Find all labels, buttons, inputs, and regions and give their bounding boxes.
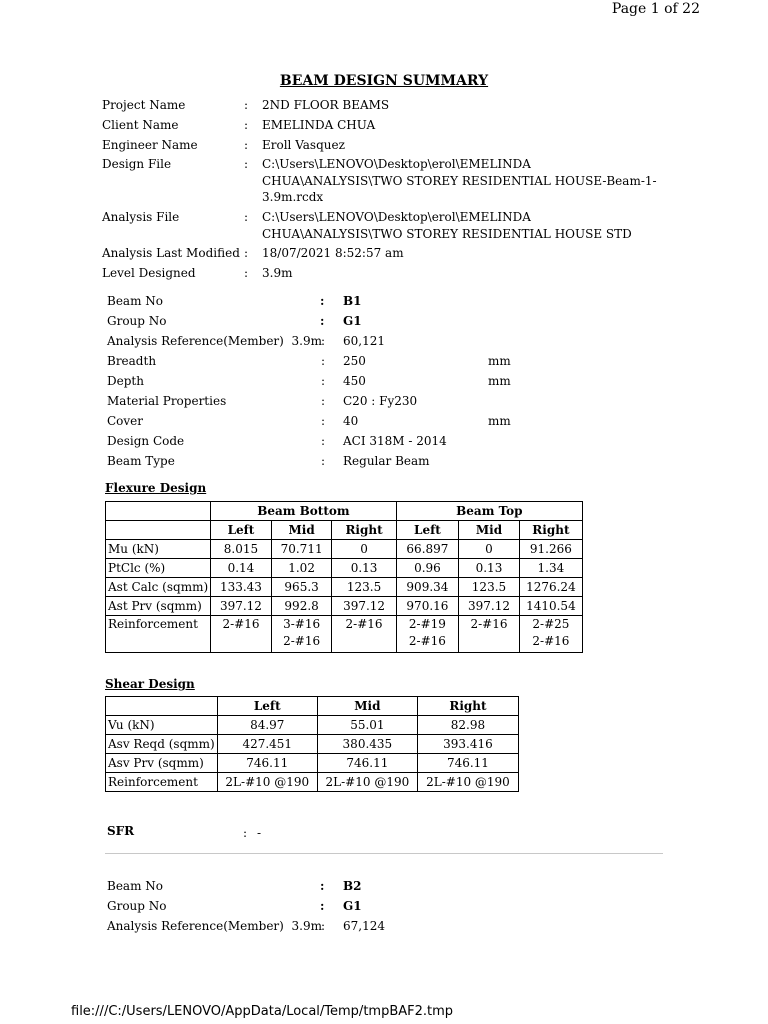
rebar-line: 2-#16 xyxy=(222,617,260,631)
table-cell: 66.897 xyxy=(396,540,458,559)
group-no-label: Group No xyxy=(107,899,167,913)
table-cell: 427.451 xyxy=(217,735,317,754)
beam-no-value: B2 xyxy=(343,879,362,893)
analysis-ref-label xyxy=(107,916,322,936)
beam-no-label: Beam No xyxy=(107,879,163,893)
colon: : xyxy=(321,334,326,348)
engineer-name-value: Eroll Vasquez xyxy=(262,137,345,152)
rebar-line: 2-#16 xyxy=(470,617,508,631)
table-cell: 84.97 xyxy=(217,716,317,735)
table-cell xyxy=(211,616,272,653)
analysis-ref-label xyxy=(107,331,322,351)
sub-header: Left xyxy=(211,521,272,540)
title-text: BEAM DESIGN SUMMARY xyxy=(279,73,489,89)
table-cell: 123.5 xyxy=(332,578,396,597)
table-cell xyxy=(332,616,396,653)
beam-no-value: B1 xyxy=(343,294,362,308)
table-cell: 397.12 xyxy=(459,597,520,616)
table-cell: 393.416 xyxy=(417,735,518,754)
table-cell: 397.12 xyxy=(211,597,272,616)
table-cell: 1410.54 xyxy=(519,597,582,616)
table-cell: 992.8 xyxy=(271,597,332,616)
project-name-row xyxy=(102,97,662,114)
analysis-ref-level: 3.9m xyxy=(291,919,322,933)
table-cell: 1276.24 xyxy=(519,578,582,597)
colon: : xyxy=(244,137,249,152)
row-label: Mu (kN) xyxy=(106,540,211,559)
document-title xyxy=(0,73,768,89)
rebar-line: 2-#16 xyxy=(345,617,383,631)
table-cell: 746.11 xyxy=(317,754,417,773)
table-cell: 1.02 xyxy=(271,559,332,578)
group-no-row xyxy=(107,896,667,916)
cover-row xyxy=(107,411,667,431)
table-row xyxy=(106,754,519,773)
table-cell: 970.16 xyxy=(396,597,458,616)
analysis-ref-row xyxy=(107,331,667,351)
row-label: Asv Reqd (sqmm) xyxy=(106,735,218,754)
colon: : xyxy=(244,266,249,281)
row-label: Reinforcement xyxy=(106,616,211,653)
table-row xyxy=(106,735,519,754)
analysis-file-label: Analysis File xyxy=(102,210,180,225)
shear-design-table xyxy=(105,696,519,792)
beam-b1-properties xyxy=(107,291,667,471)
analysis-modified-label: Analysis Last Modified xyxy=(102,246,240,261)
depth-value: 450 xyxy=(343,374,366,388)
table-cell: 965.3 xyxy=(271,578,332,597)
analysis-ref-value: 60,121 xyxy=(343,334,385,348)
analysis-modified-row xyxy=(102,245,662,262)
table-cell: 0 xyxy=(332,540,396,559)
empty-header-cell xyxy=(106,521,211,540)
row-label: Vu (kN) xyxy=(106,716,218,735)
table-row xyxy=(106,540,583,559)
table-cell: 2L-#10 @190 xyxy=(417,773,518,792)
sub-header: Mid xyxy=(459,521,520,540)
page-number: Page 1 of 22 xyxy=(611,1,700,17)
cover-label: Cover xyxy=(107,414,144,428)
table-cell: 909.34 xyxy=(396,578,458,597)
design-file-label: Design File xyxy=(102,157,172,172)
shear-header: Mid xyxy=(317,697,417,716)
material-row xyxy=(107,391,667,411)
depth-label: Depth xyxy=(107,374,144,388)
beam-bottom-header: Beam Bottom xyxy=(211,502,397,521)
empty-header-cell xyxy=(106,502,211,521)
analysis-file-line: C:\Users\LENOVO\Desktop\erol\EMELINDA xyxy=(262,210,531,225)
analysis-file-line: CHUA\ANALYSIS\TWO STOREY RESIDENTIAL HOUSE STD xyxy=(262,226,632,241)
table-cell: 70.711 xyxy=(271,540,332,559)
sub-header: Mid xyxy=(271,521,332,540)
table-cell: 746.11 xyxy=(217,754,317,773)
depth-unit: mm xyxy=(488,374,511,388)
group-no-value: G1 xyxy=(343,899,362,913)
breadth-value: 250 xyxy=(343,354,366,368)
colon: : xyxy=(321,394,326,408)
beam-no-label: Beam No xyxy=(107,294,163,308)
beam-type-label: Beam Type xyxy=(107,454,175,468)
colon: : xyxy=(244,210,249,225)
analysis-ref-label-text: Analysis Reference(Member) xyxy=(107,334,284,348)
file-path-footer: file:///C:/Users/LENOVO/AppData/Local/Temp/tmpBAF2.tmp xyxy=(71,1004,454,1019)
colon: : xyxy=(320,879,325,893)
flexure-design-table xyxy=(105,501,583,653)
flexure-sub-header-row xyxy=(106,521,583,540)
rebar-line: 2-#16 xyxy=(532,634,570,648)
sfr-label: SFR xyxy=(107,824,135,838)
beam-no-row xyxy=(107,876,667,896)
cover-value: 40 xyxy=(343,414,359,428)
client-name-label: Client Name xyxy=(102,117,179,132)
beam-type-row xyxy=(107,451,667,471)
table-cell xyxy=(396,616,458,653)
table-cell: 133.43 xyxy=(211,578,272,597)
table-row xyxy=(106,773,519,792)
design-code-label: Design Code xyxy=(107,434,185,448)
analysis-ref-value: 67,124 xyxy=(343,919,385,933)
depth-row xyxy=(107,371,667,391)
colon: : xyxy=(244,98,249,112)
table-cell: 380.435 xyxy=(317,735,417,754)
rebar-line: 2-#25 xyxy=(532,617,570,631)
table-cell: 0.96 xyxy=(396,559,458,578)
level-designed-label: Level Designed xyxy=(102,266,196,281)
design-file-line: CHUA\ANALYSIS\TWO STOREY RESIDENTIAL HOUSE-Beam-1- xyxy=(262,173,657,188)
rebar-line: 2-#19 xyxy=(408,617,446,631)
colon: : xyxy=(321,374,326,388)
row-label: PtClc (%) xyxy=(106,559,211,578)
material-label: Material Properties xyxy=(107,394,227,408)
colon: : xyxy=(321,354,326,368)
table-cell: 0.14 xyxy=(211,559,272,578)
row-label: Reinforcement xyxy=(106,773,218,792)
breadth-row xyxy=(107,351,667,371)
row-label: Asv Prv (sqmm) xyxy=(106,754,218,773)
analysis-modified-value: 18/07/2021 8:52:57 am xyxy=(262,246,404,261)
table-cell xyxy=(271,616,332,653)
client-name-row xyxy=(102,117,662,134)
table-row xyxy=(106,559,583,578)
table-cell: 91.266 xyxy=(519,540,582,559)
table-row xyxy=(106,578,583,597)
table-cell: 2L-#10 @190 xyxy=(217,773,317,792)
colon: : xyxy=(244,157,249,172)
section-divider xyxy=(105,853,663,854)
colon: : xyxy=(321,454,326,468)
table-cell: 55.01 xyxy=(317,716,417,735)
level-designed-row xyxy=(102,265,662,282)
rebar-line: 2-#16 xyxy=(408,634,446,648)
engineer-name-label: Engineer Name xyxy=(102,137,198,152)
shear-design-heading: Shear Design xyxy=(105,677,195,691)
colon: : xyxy=(321,414,326,428)
reinforcement-row xyxy=(106,616,583,653)
beam-no-row xyxy=(107,291,667,311)
analysis-ref-level: 3.9m xyxy=(291,334,322,348)
rebar-line: 3-#16 xyxy=(283,617,321,631)
flexure-group-header-row xyxy=(106,502,583,521)
colon: : xyxy=(321,434,326,448)
table-row xyxy=(106,597,583,616)
beam-type-value: Regular Beam xyxy=(343,454,430,468)
table-cell: 0 xyxy=(459,540,520,559)
table-cell xyxy=(519,616,582,653)
sub-header: Right xyxy=(519,521,582,540)
project-info xyxy=(102,97,662,285)
project-name-label: Project Name xyxy=(102,98,186,112)
flexure-design-heading: Flexure Design xyxy=(105,481,207,495)
colon: : xyxy=(320,314,325,328)
breadth-unit: mm xyxy=(488,354,511,368)
rebar-line: 2-#16 xyxy=(283,634,321,648)
shear-header-row xyxy=(106,697,519,716)
empty-header-cell xyxy=(106,697,218,716)
table-cell: 746.11 xyxy=(417,754,518,773)
beam-top-header: Beam Top xyxy=(396,502,582,521)
table-cell: 1.34 xyxy=(519,559,582,578)
breadth-label: Breadth xyxy=(107,354,157,368)
design-code-value: ACI 318M - 2014 xyxy=(343,434,447,448)
colon: : xyxy=(244,117,249,132)
beam-b2-properties xyxy=(107,876,667,936)
table-cell xyxy=(459,616,520,653)
table-cell: 8.015 xyxy=(211,540,272,559)
table-cell: 0.13 xyxy=(332,559,396,578)
analysis-ref-label-text: Analysis Reference(Member) xyxy=(107,919,284,933)
design-file-value xyxy=(262,156,662,206)
design-file-line: C:\Users\LENOVO\Desktop\erol\EMELINDA xyxy=(262,157,531,172)
cover-unit: mm xyxy=(488,414,511,428)
table-row xyxy=(106,716,519,735)
material-value: C20 : Fy230 xyxy=(343,394,418,408)
shear-header: Left xyxy=(217,697,317,716)
colon: : xyxy=(321,919,326,933)
group-no-label: Group No xyxy=(107,314,167,328)
analysis-file-row xyxy=(102,209,662,242)
design-file-row xyxy=(102,156,662,206)
engineer-name-row xyxy=(102,137,662,154)
colon: : xyxy=(320,899,325,913)
analysis-file-value xyxy=(262,209,662,242)
sfr-value: - xyxy=(257,826,262,840)
design-file-line: 3.9m.rcdx xyxy=(262,190,324,205)
table-cell: 123.5 xyxy=(459,578,520,597)
design-code-row xyxy=(107,431,667,451)
table-cell: 2L-#10 @190 xyxy=(317,773,417,792)
client-name-value: EMELINDA CHUA xyxy=(262,117,376,132)
table-cell: 397.12 xyxy=(332,597,396,616)
table-cell: 82.98 xyxy=(417,716,518,735)
analysis-ref-row xyxy=(107,916,667,936)
colon: : xyxy=(244,246,249,261)
colon: : xyxy=(243,826,248,840)
level-designed-value: 3.9m xyxy=(262,266,293,281)
row-label: Ast Prv (sqmm) xyxy=(106,597,211,616)
sub-header: Left xyxy=(396,521,458,540)
sub-header: Right xyxy=(332,521,396,540)
shear-header: Right xyxy=(417,697,518,716)
project-name-value: 2ND FLOOR BEAMS xyxy=(262,98,390,112)
group-no-value: G1 xyxy=(343,314,362,328)
group-no-row xyxy=(107,311,667,331)
colon: : xyxy=(320,294,325,308)
table-cell: 0.13 xyxy=(459,559,520,578)
row-label: Ast Calc (sqmm) xyxy=(106,578,211,597)
